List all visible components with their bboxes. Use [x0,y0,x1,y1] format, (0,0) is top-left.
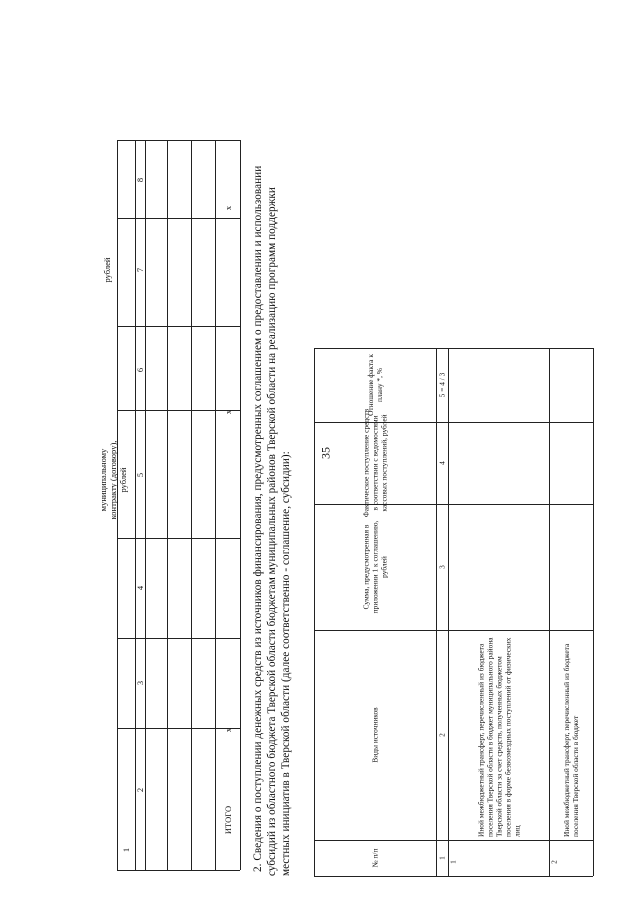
row1-text: Иной межбюджетный трансферт, перечисленный из бюджета поселения Тверской области в бюджет муниципального района Тверской области за счет средств, полученных бюджетом поселения в форме безвозмездных поступлений от физических лиц [476,637,521,837]
col-number-8: 8 [135,177,145,183]
section2-line-3: местных инициатив в Тверской области (далее соответственно - соглашение, субсидии): [280,451,292,876]
colnum-sources: 2 [437,733,447,737]
section2-paragraph [252,36,302,876]
colnum-fact: 4 [437,461,447,465]
header-fact: Фактическое поступление средств в соответствии с ведомостями кассовых поступлений, рублей [361,408,389,518]
row2-num: 2 [549,860,559,864]
row2-text: Иной межбюджетный трансферт, перечисленный из бюджета поселения Тверской области в бюджет [562,643,580,837]
section2-line-1: 2. Сведения о поступлении денежных средств из источников финансирования, предусмотренных соглашением о предоставлении и использовании [252,165,264,872]
header-col5: муниципальному контракту (договору), рублей [98,440,128,520]
total-mark-col6: x [222,409,233,415]
upper-table [98,140,240,870]
header-num: № п/п [370,848,380,868]
col-number-2: 2 [135,787,145,793]
colnum-sum: 3 [437,565,447,569]
colnum-ratio: 5 = 4 / 3 [437,372,447,398]
total-label: ИТОГО [222,805,233,835]
page-number: 35 [318,447,333,459]
total-mark-col8: x [222,205,233,211]
col-number-4: 4 [135,585,145,591]
col-number-1: 1 [121,847,131,853]
colnum-num: 1 [437,856,447,860]
col-number-3: 3 [135,680,145,686]
col-number-5: 5 [135,472,145,478]
header-ratio: Отношение факта к плану *, % [366,354,384,416]
lower-table [314,348,593,876]
col-number-7: 7 [135,267,145,273]
row1-num: 1 [448,860,458,864]
header-rubles: рублей [102,257,112,283]
header-sum: Сумма, предусмотренная в приложении 1 к соглашению, рублей [361,520,389,614]
section2-line-2: субсидий из областного бюджета Тверской области бюджетам муниципальных районов Тверской области на реализацию программ поддержки [266,187,278,876]
col-number-6: 6 [135,367,145,373]
header-sources: Виды источников [370,707,380,763]
total-mark-col3: x [222,727,233,733]
